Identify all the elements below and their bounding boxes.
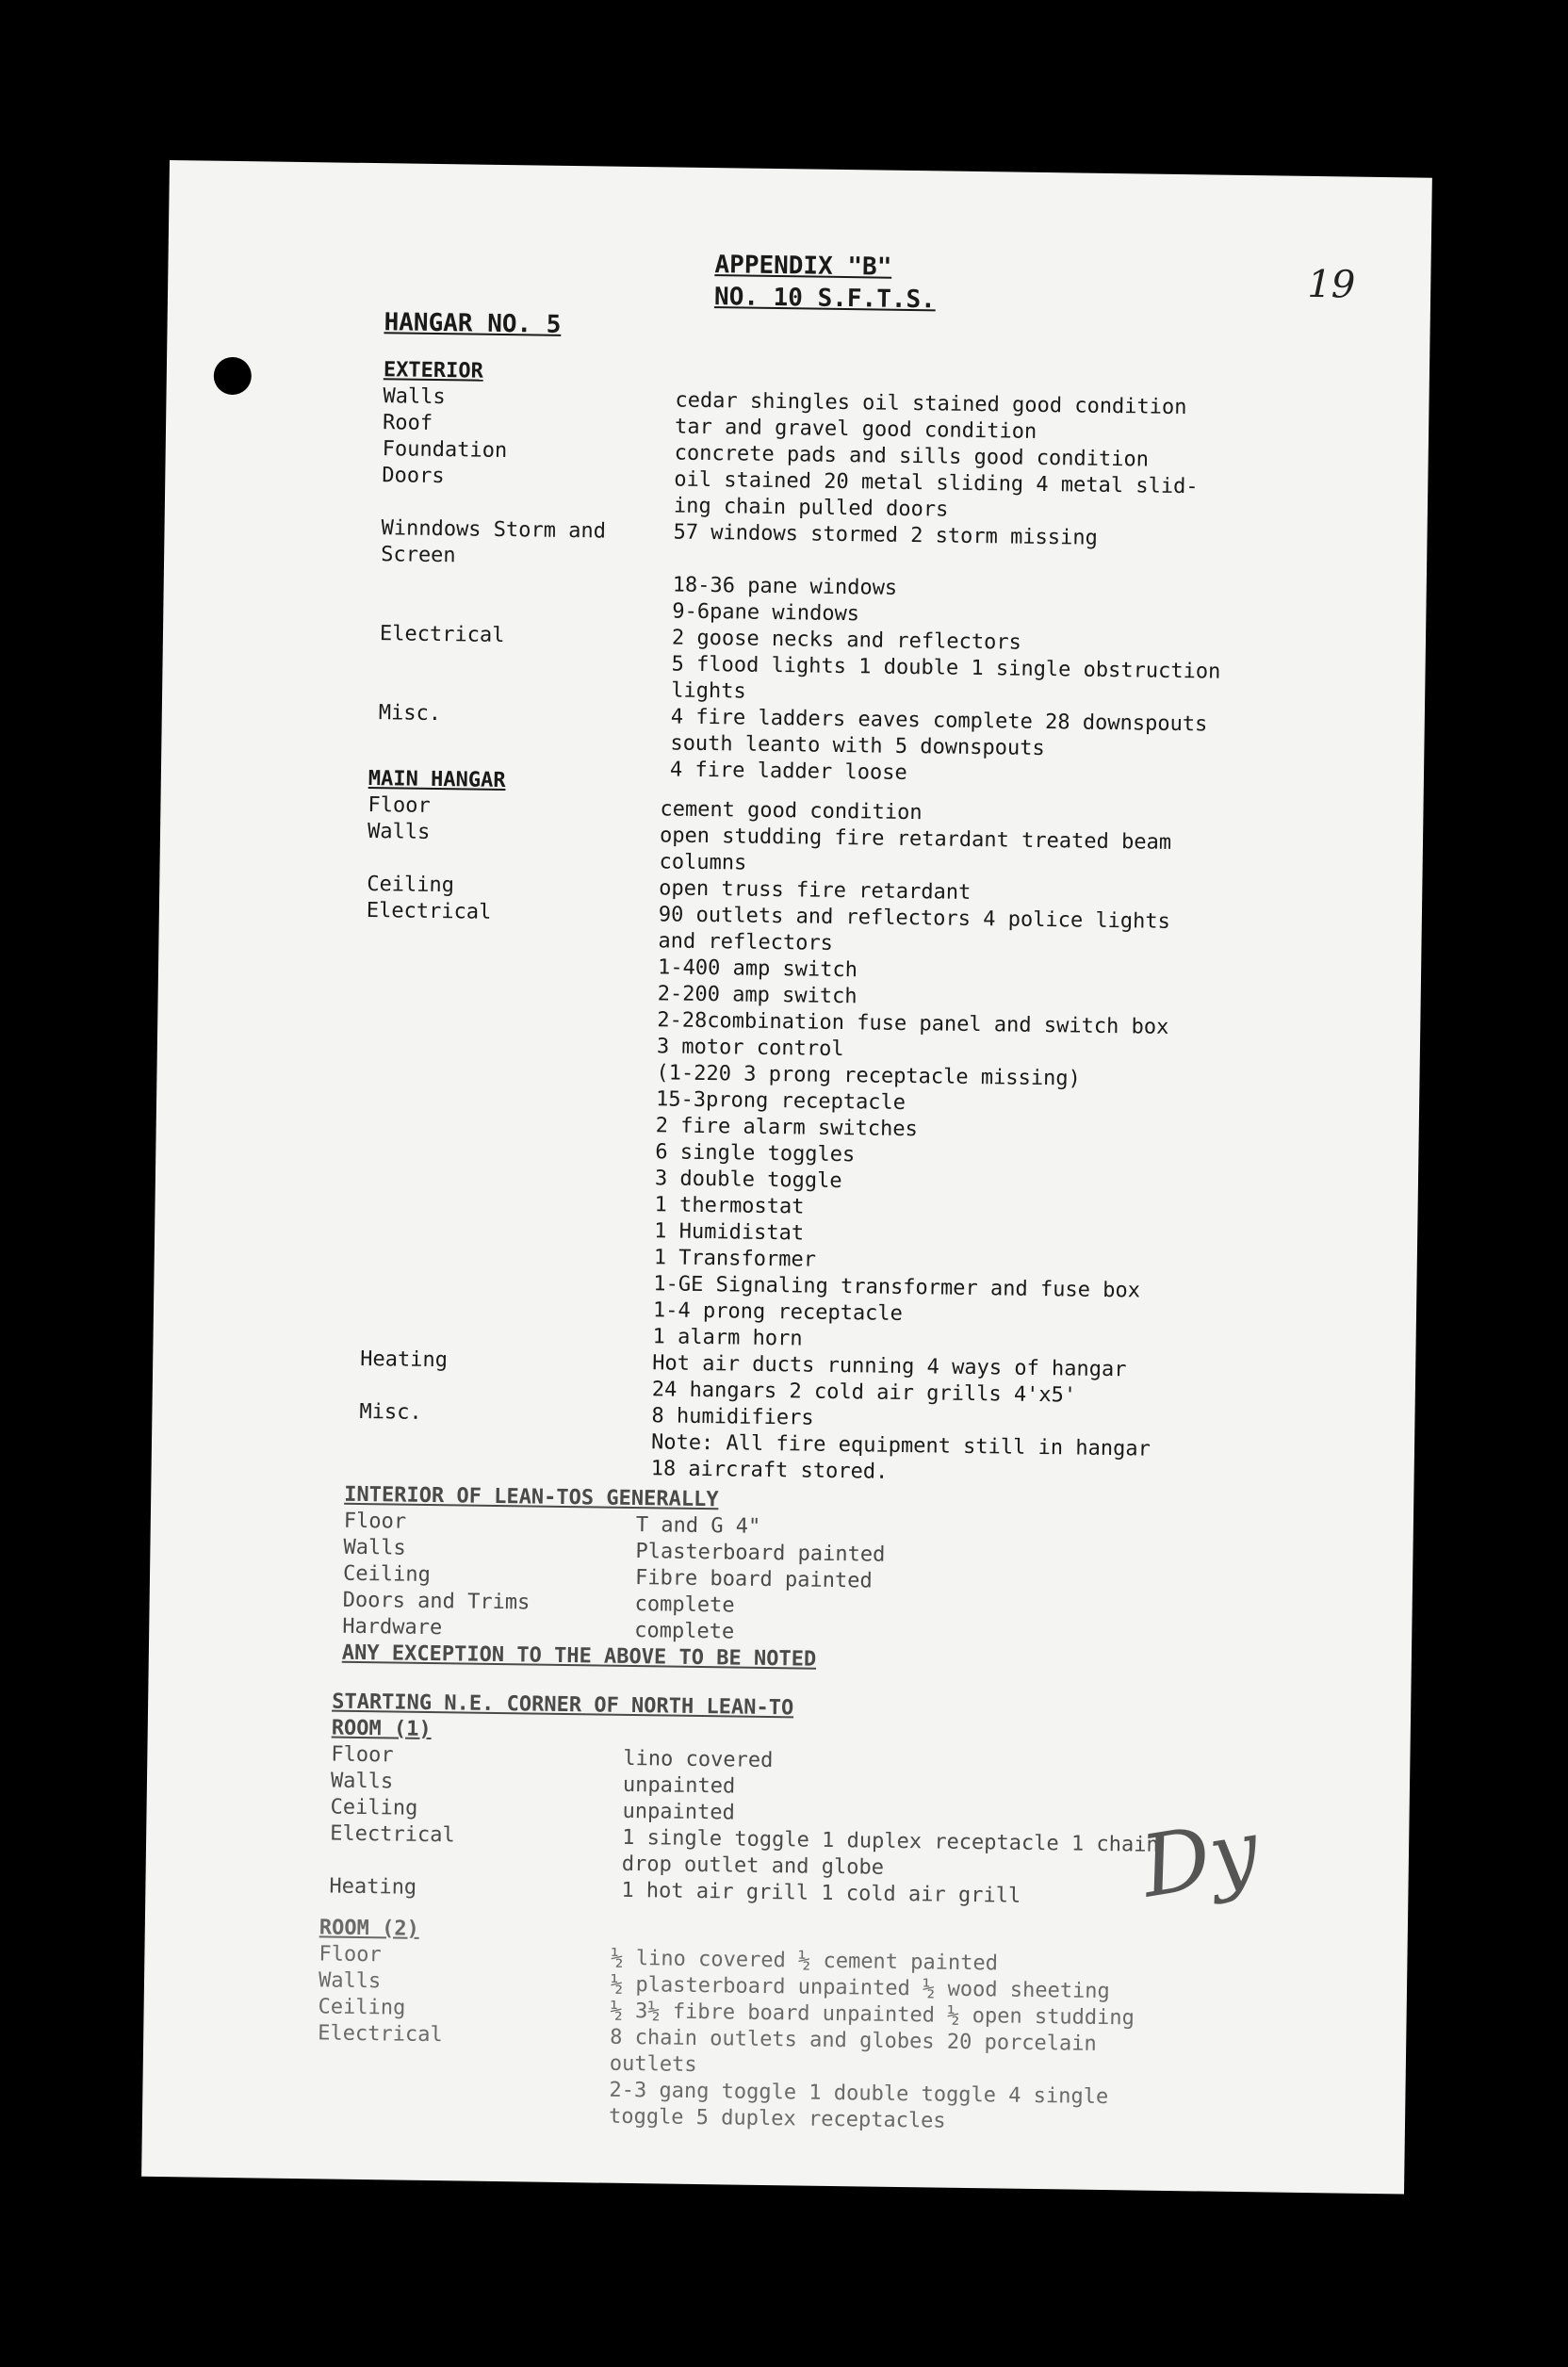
row-electrical-7: (1-220 3 prong receptacle missing): [656, 1061, 1081, 1091]
row-electrical-3: 2-3 gang toggle 1 double toggle 4 single: [609, 2078, 1109, 2110]
row-walls-2: columns: [659, 850, 747, 875]
row-walls: Walls unpainted: [330, 1769, 736, 1799]
section-room-1: [329, 1690, 1227, 1913]
row-floor: Floor ½ lino covered ½ cement painted: [318, 1942, 999, 1976]
row-heating: Heating Hot air ducts running 4 ways of hangar: [360, 1347, 1127, 1382]
row-electrical-4: 2-200 amp switch: [657, 982, 858, 1009]
row-note: Note: All fire equipment still in hangar: [650, 1430, 1151, 1461]
row-electrical: Electrical 8 chain outlets and globes 20 porcelain: [318, 2021, 1097, 2056]
row-windows-2: 18-36 pane windows: [672, 573, 898, 600]
section-title: MAIN HANGAR: [368, 767, 506, 793]
row-electrical: Electrical 2 goose necks and reflectors: [379, 622, 1021, 655]
row-electrical-2: outlets: [609, 2051, 697, 2078]
section-title: STARTING N.E. CORNER OF NORTH LEAN-TO: [331, 1690, 794, 1721]
row-electrical-10: 6 single toggles: [655, 1140, 856, 1167]
appendix-title: APPENDIX "B": [714, 251, 892, 282]
punch-hole: [214, 357, 253, 396]
row-misc: Misc. 8 humidifiers: [359, 1399, 814, 1430]
row-doors-cont: ing chain pulled doors: [673, 494, 949, 522]
row-walls: Walls ½ plasterboard unpainted ½ wood sheeting: [318, 1968, 1110, 2004]
row-electrical-15: 1-GE Signaling transformer and fuse box: [653, 1272, 1141, 1303]
row-electrical-8: 15-3prong receptacle: [655, 1087, 906, 1116]
row-foundation: Foundation concrete pads and sills good condition: [382, 437, 1150, 472]
room-title: ROOM (1): [331, 1716, 432, 1742]
row-ceiling: Ceiling unpainted: [330, 1795, 735, 1825]
row-misc-2: south leanto with 5 downspouts: [670, 731, 1045, 761]
row-ceiling: Ceiling ½ 3½ fibre board unpainted ½ open studding: [318, 1995, 1135, 2031]
row-electrical-2: drop outlet and globe: [621, 1852, 885, 1880]
row-ceiling: Ceiling open truss fire retardant: [367, 872, 972, 905]
row-electrical-4: toggle 5 duplex receptacles: [608, 2104, 946, 2133]
row-doors: Doors oil stained 20 metal sliding 4 metal slid-: [382, 464, 1199, 499]
row-electrical-16: 1-4 prong receptacle: [652, 1298, 904, 1326]
row-electrical-3: lights: [671, 678, 746, 704]
row-electrical-12: 1 thermostat: [654, 1193, 805, 1219]
row-electrical-14: 1 Transformer: [653, 1246, 817, 1272]
row-electrical: Electrical 90 outlets and reflectors 4 police lights: [366, 898, 1171, 934]
row-walls: Walls cedar shingles oil stained good condition: [383, 384, 1187, 420]
unit-title: NO. 10 S.F.T.S.: [713, 283, 937, 315]
section-room-2: [317, 1915, 1215, 2138]
row-floor: Floor T and G 4": [343, 1509, 761, 1539]
section-footer: ANY EXCEPTION TO THE ABOVE TO BE NOTED: [341, 1641, 817, 1672]
row-electrical-3: 1-400 amp switch: [657, 955, 858, 983]
row-aircraft: 18 aircraft stored.: [650, 1457, 889, 1484]
page-number: 19: [1307, 262, 1356, 307]
row-electrical-11: 3 double toggle: [654, 1167, 842, 1194]
row-heating: Heating 1 hot air grill 1 cold air grill: [329, 1874, 1021, 1908]
document-page: [141, 160, 1432, 2195]
row-floor: Floor cement good condition: [368, 793, 923, 825]
row-ceiling: Ceiling Fibre board painted: [342, 1561, 873, 1593]
row-misc: Misc. 4 fire ladders eaves complete 28 downspouts: [378, 701, 1208, 737]
section-exterior: [378, 357, 1279, 792]
signature: Dy: [1135, 1801, 1266, 1918]
row-electrical-9: 2 fire alarm switches: [655, 1114, 919, 1142]
row-windows: Winndows Storm and Screen 57 windows stormed 2 storm missing: [381, 516, 1099, 568]
row-hardware: Hardware complete: [342, 1614, 735, 1644]
section-title: ROOM (2): [318, 1916, 419, 1941]
row-electrical-6: 3 motor control: [656, 1035, 844, 1062]
section-main-hangar: [358, 766, 1263, 1491]
row-windows-3: 9-6pane windows: [672, 599, 860, 627]
row-walls: Walls open studding fire retardant treated beam: [367, 820, 1172, 855]
row-electrical-2: and reflectors: [658, 929, 834, 955]
row-electrical-17: 1 alarm horn: [652, 1325, 803, 1351]
row-walls: Walls Plasterboard painted: [343, 1535, 886, 1567]
row-doors-trims: Doors and Trims complete: [342, 1588, 735, 1618]
section-title: EXTERIOR: [383, 358, 484, 384]
row-electrical-13: 1 Humidistat: [654, 1219, 805, 1246]
row-roof: Roof tar and gravel good condition: [382, 411, 1037, 444]
row-electrical: Electrical 1 single toggle 1 duplex receptacle 1 chain: [330, 1821, 1159, 1857]
row-heating-2: 24 hangars 2 cold air grills 4'x5': [651, 1378, 1077, 1408]
hangar-title: HANGAR NO. 5: [384, 308, 562, 339]
section-title: INTERIOR OF LEAN-TOS GENERALLY: [344, 1482, 719, 1512]
row-electrical-2: 5 flood lights 1 double 1 single obstruction: [671, 652, 1221, 684]
row-electrical-5: 2-28combination fuse panel and switch box: [657, 1008, 1169, 1039]
row-floor: Floor lino covered: [331, 1742, 774, 1773]
document-header: [714, 249, 937, 316]
section-interior-lean-tos: [342, 1482, 1240, 1679]
row-misc-3: 4 fire ladder loose: [669, 758, 907, 785]
